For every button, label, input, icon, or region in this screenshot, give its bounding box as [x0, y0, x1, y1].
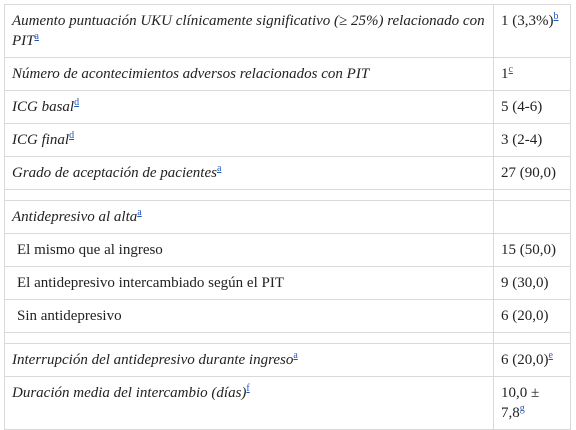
results-table [4, 4, 571, 430]
row-value [494, 201, 571, 234]
spacer-cell [494, 190, 571, 201]
row-value-text: 6 (20,0) [501, 352, 549, 368]
row-value [494, 267, 571, 300]
table-row [5, 5, 571, 58]
row-value [494, 5, 571, 58]
footnote-link[interactable]: a [293, 350, 298, 361]
row-label [5, 157, 494, 190]
table-row [5, 201, 571, 234]
row-value [494, 58, 571, 91]
row-value-text: 27 (90,0) [501, 165, 556, 181]
footnote-link[interactable]: a [216, 163, 222, 174]
row-value-text: 9 (30,0) [501, 275, 549, 291]
row-label-text: Número de acontecimientos adversos relacionados con PIT [12, 66, 370, 82]
table-row [5, 377, 571, 430]
spacer-cell [5, 333, 494, 344]
footnote-link[interactable]: a [137, 207, 142, 218]
row-value-text: 1 (3,3%) [501, 13, 554, 29]
row-label [5, 377, 494, 430]
row-label [5, 5, 494, 58]
row-value [494, 344, 571, 377]
row-label [5, 91, 494, 124]
row-value [494, 377, 571, 430]
table-row [5, 300, 571, 333]
row-value-text: 15 (50,0) [501, 242, 556, 258]
row-label-text: ICG basal [12, 99, 75, 115]
row-label [5, 344, 494, 377]
row-label-text: Duración media del intercambio (días) [12, 385, 247, 401]
table-row [5, 124, 571, 157]
row-value [494, 234, 571, 267]
row-label-text: Antidepresivo al alta [12, 209, 138, 225]
table-row [5, 58, 571, 91]
table-row [5, 91, 571, 124]
row-value [494, 91, 571, 124]
row-value-text: 10,0 ± 7,8 [501, 385, 540, 421]
row-value [494, 300, 571, 333]
table-row [5, 344, 571, 377]
table-row [5, 234, 571, 267]
row-value-text: 6 (20,0) [501, 308, 549, 324]
row-label-text: ICG final [12, 132, 70, 148]
footnote-link[interactable]: f [246, 383, 250, 394]
footnote-link[interactable]: d [69, 130, 75, 141]
spacer-cell [494, 333, 571, 344]
row-label-text: Grado de aceptación de pacientes [12, 165, 217, 181]
table-spacer-row [5, 190, 571, 201]
table-row [5, 267, 571, 300]
row-value [494, 124, 571, 157]
footnote-link[interactable]: e [548, 350, 553, 361]
row-label-text: Interrupción del antidepresivo durante ingreso [12, 352, 294, 368]
row-label [5, 300, 494, 333]
row-value-text: 3 (2-4) [501, 132, 543, 148]
spacer-cell [5, 190, 494, 201]
table-row [5, 157, 571, 190]
footnote-link[interactable]: a [34, 31, 39, 42]
row-label [5, 58, 494, 91]
section-label [5, 201, 494, 234]
row-value-text: 5 (4-6) [501, 99, 543, 115]
footnote-link[interactable]: g [519, 403, 525, 414]
row-label-text: El mismo que al ingreso [17, 242, 163, 258]
row-label [5, 267, 494, 300]
row-label [5, 124, 494, 157]
footnote-link[interactable]: c [508, 64, 513, 75]
row-value [494, 157, 571, 190]
row-label-text: El antidepresivo intercambiado según el PIT [17, 275, 285, 291]
table-spacer-row [5, 333, 571, 344]
row-label-text: Aumento puntuación UKU clínicamente significativo (≥ 25%) relacionado con PIT [12, 13, 485, 49]
footnote-link[interactable]: b [553, 11, 559, 22]
footnote-link[interactable]: d [74, 97, 80, 108]
row-label [5, 234, 494, 267]
row-value-text: 1 [501, 66, 509, 82]
row-label-text: Sin antidepresivo [17, 308, 122, 324]
